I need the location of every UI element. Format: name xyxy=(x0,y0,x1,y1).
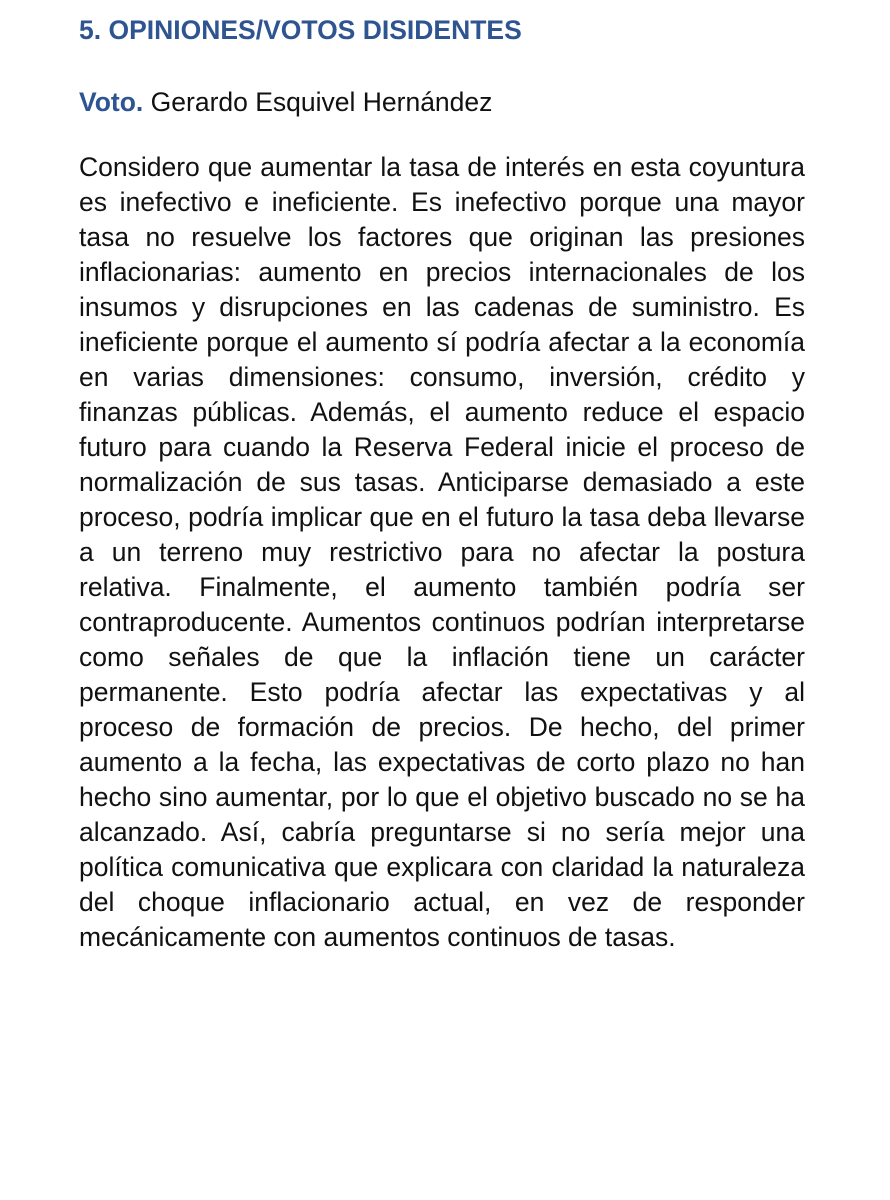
dissent-paragraph: Considero que aumentar la tasa de interés en esta coyuntura es inefectivo e ineficiente. Es inefectivo porque una mayor tasa no resuelve los factores que originan las presiones inflacionarias: aumento en precios internacionales de los insumos y disrupciones en las cadenas de suministro. Es ineficiente porque el aumento sí podría afectar a la economía en varias dimensiones: consumo, inversión, crédito y finanzas públicas. Además, el aumento reduce el espacio futuro para cuando la Reserva Federal inicie el proceso de normalización de sus tasas. Anticiparse demasiado a este proceso, podría implicar que en el futuro la tasa deba llevarse a un terreno muy restrictivo para no afectar la postura relativa. Finalmente, el aumento también podría ser contraproducente. Aumentos continuos podrían interpretarse como señales de que la inflación tiene un carácter permanente. Esto podría afectar las expectativas y al proceso de formación de precios. De hecho, del primer aumento a la fecha, las expectativas de corto plazo no han hecho sino aumentar, por lo que el objetivo buscado no se ha alcanzado. Así, cabría preguntarse si no sería mejor una política comunicativa que explicara con claridad la naturaleza del choque inflacionario actual, en vez de responder mecánicamente con aumentos continuos de tasas. xyxy=(79,152,805,952)
section-title: 5. OPINIONES/VOTOS DISIDENTES xyxy=(79,15,522,45)
vote-label: Voto. xyxy=(79,87,144,117)
vote-author: Gerardo Esquivel Hernández xyxy=(150,87,493,117)
vote-line xyxy=(79,82,492,122)
